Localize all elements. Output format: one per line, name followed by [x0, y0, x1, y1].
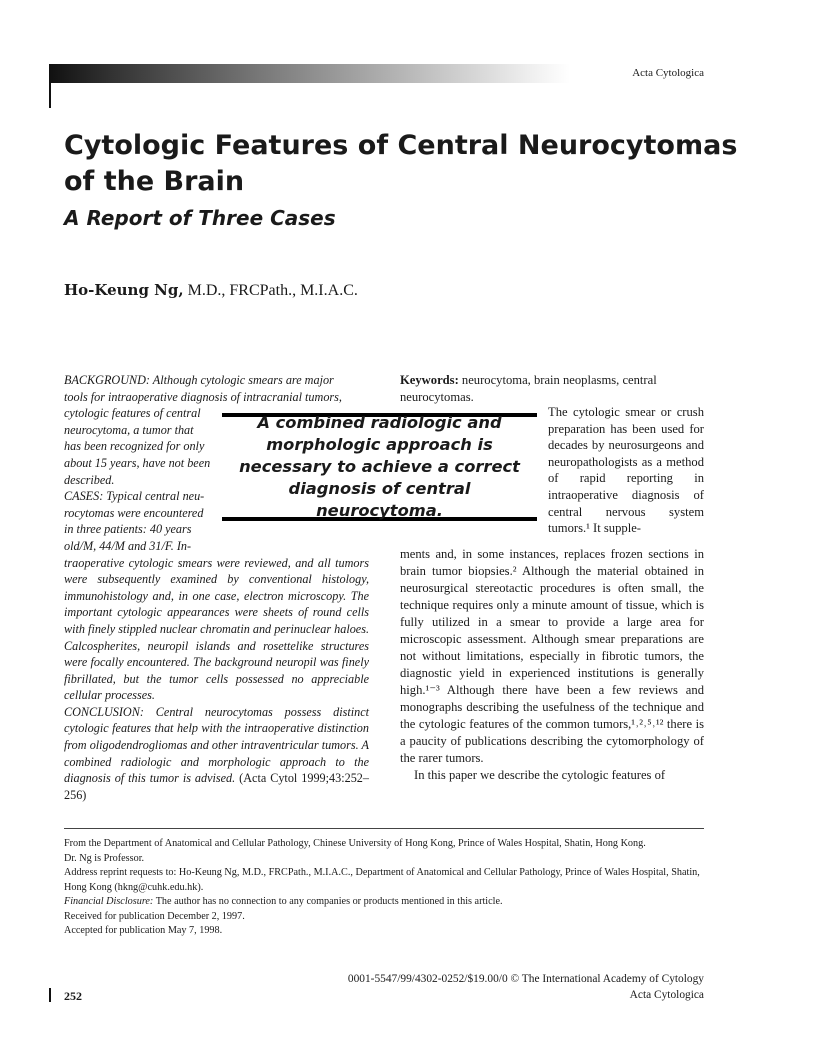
article-subtitle: A Report of Three Cases: [64, 206, 336, 230]
disclosure-label: Financial Disclosure:: [64, 896, 154, 907]
journal-name-header: Acta Cytologica: [632, 67, 704, 79]
body-text-wide: [400, 546, 704, 784]
body-paragraph-continued: ments and, in some instances, replaces frozen sections in brain tumor biopsies.² Although the material obtained in neurosurgical stereotactic procedures is often small, the technique requires only a minute amount of tissue, which is fully utilized in a smear to provide a large area for microscopic assessment. Although smear preparations are not without limitations, especially in fibrotic tumors, the diagnostic yield in experienced institutions is generally high.¹⁻³ Although there have been a few reviews and monographs describing the usefulness of the technique and the cytologic features of the common tumors,¹˒²˒⁵˒¹² there is a paucity of publications describing the cytomorphology of the rarer tumors.: [400, 547, 704, 765]
footnote-divider: [64, 828, 704, 829]
copyright-line: 0001-5547/99/4302-0252/$19.00/0 © The International Academy of Cytology: [347, 973, 704, 985]
pull-quote: [222, 413, 537, 521]
abstract-citation: (Acta Cytol 1999;43:252–256): [64, 771, 369, 802]
left-margin-rule: [49, 64, 51, 108]
abstract-line: described.: [64, 472, 115, 487]
pull-quote-text: A combined radiologic and morphologic approach is necessary to achieve a correct diagnosis of central neurocytoma.: [239, 413, 520, 520]
abstract-line: rocytomas were encountered: [64, 505, 204, 520]
body-paragraph-2: In this paper we describe the cytologic features of: [414, 768, 666, 782]
author-line: [64, 281, 358, 300]
author-name: Ho-Keung Ng,: [64, 281, 184, 299]
keywords: [400, 372, 704, 406]
keywords-text: neurocytoma, brain neoplasms, central neurocytomas.: [400, 373, 657, 404]
body-paragraph-start: The cytologic smear or crush preparation has been used for decades by neurosurgeons and neuropathologists as a method of rapid reporting in intraoperative diagnosis of central nervous system tumors.¹ It supple-: [548, 405, 704, 536]
footnote-address: Address reprint requests to: Ho-Keung Ng, M.D., FRCPath., M.I.A.C., Department of Anatomical and Cellular Pathology, Prince of Wales Hospital, Shatin, Hong Kong (hkng@cuhk.edu.hk).: [64, 867, 700, 893]
body-text-narrow: [548, 404, 704, 537]
journal-name-footer: Acta Cytologica: [629, 989, 704, 1001]
abstract-line: in three patients: 40 years: [64, 522, 192, 537]
abstract-conclusion: [64, 704, 369, 804]
keywords-label: Keywords:: [400, 373, 459, 387]
abstract-line: has been recognized for only: [64, 439, 205, 454]
footnote-department: From the Department of Anatomical and Cellular Pathology, Chinese University of Hong Kong, Prince of Wales Hospital, Shatin, Hong Kong.: [64, 838, 646, 849]
header-gradient-bar: [50, 64, 570, 83]
footnote-disclosure: [64, 895, 704, 910]
abstract-line: tools for intraoperative diagnosis of intracranial tumors,: [64, 389, 342, 404]
abstract-paragraph: traoperative cytologic smears were reviewed, and all tumors were subsequently examined by conventional histology, immunohistology and, in one case, electron microscopy. The important cytologic appearances were sheets of round cells with finely stippled nuclear chromatin and perinuclear haloes. Calcospherites, neuropil islands and rosettelike structures were focally encountered. The background neuropil was finely fibrillated, but the tumor cells possessed no appreciable cellular processes.: [64, 555, 369, 703]
abstract-line: about 15 years, have not been: [64, 455, 211, 470]
left-margin-rule-bottom: [49, 988, 51, 1002]
disclosure-text: The author has no connection to any companies or products mentioned in this article.: [153, 896, 503, 907]
author-credentials: M.D., FRCPath., M.I.A.C.: [183, 282, 358, 299]
page-number: 252: [64, 989, 82, 1003]
abstract-line: BACKGROUND: Although cytologic smears are major: [64, 373, 334, 387]
footnotes: [64, 837, 704, 939]
abstract-line: CASES: Typical central neu-: [64, 489, 205, 504]
footnote-position: Dr. Ng is Professor.: [64, 852, 145, 864]
abstract-line: old/M, 44/M and 31/F. In-: [64, 538, 192, 553]
article-title: Cytologic Features of Central Neurocytomas of the Brain: [64, 130, 738, 197]
abstract-line: cytologic features of central: [64, 406, 201, 421]
footnote-accepted: Accepted for publication May 7, 1998.: [64, 925, 223, 936]
footnote-received: Received for publication December 2, 1997.: [64, 910, 245, 922]
conclusion-text: CONCLUSION: Central neurocytomas possess distinct cytologic features that help with the intraoperative distinction from oligodendrogliomas and other intraventricular tumors. A combined radiologic and morphologic approach to the diagnosis of this tumor is advised.: [64, 704, 369, 786]
abstract-line: neurocytoma, a tumor that: [64, 422, 194, 437]
